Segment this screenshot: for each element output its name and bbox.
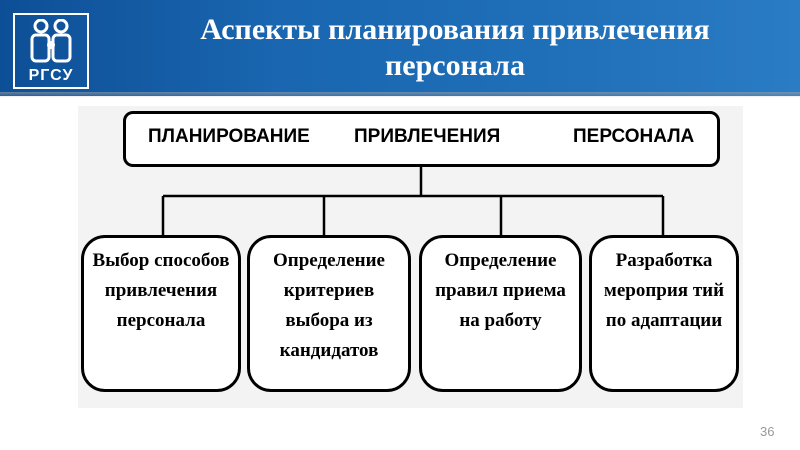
logo-text: РГСУ	[28, 67, 74, 84]
root-word-2: ПРИВЛЕЧЕНИЯ	[354, 126, 501, 147]
child-node-4	[589, 235, 739, 392]
child-2-line-3: выбора из	[285, 310, 373, 331]
child-1-line-1: Выбор способов	[92, 250, 230, 271]
child-4-line-1: Разработка	[615, 250, 713, 271]
child-4-line-3: по адаптации	[605, 310, 723, 331]
child-1-line-3: персонала	[116, 310, 206, 331]
child-3-line-2: правил приема	[435, 280, 566, 301]
root-word-1: ПЛАНИРОВАНИЕ	[148, 126, 310, 147]
title-line-2: персонала	[385, 49, 525, 82]
child-2-line-2: критериев	[283, 280, 375, 301]
root-word-3: ПЕРСОНАЛА	[573, 126, 695, 147]
child-3-line-3: на работу	[459, 310, 542, 331]
root-node	[123, 111, 720, 167]
title-line-1: Аспекты планирования привлечения	[200, 13, 710, 46]
child-2-line-1: Определение	[273, 250, 385, 271]
slide-number: 36	[760, 424, 775, 439]
child-1-line-2: привлечения	[104, 280, 218, 301]
child-2-line-4: кандидатов	[279, 340, 379, 361]
child-node-1	[81, 235, 241, 392]
child-node-3	[419, 235, 582, 392]
child-4-line-2: мероприя тий	[603, 280, 725, 301]
child-3-line-1: Определение	[444, 250, 557, 271]
child-node-2	[247, 235, 411, 392]
